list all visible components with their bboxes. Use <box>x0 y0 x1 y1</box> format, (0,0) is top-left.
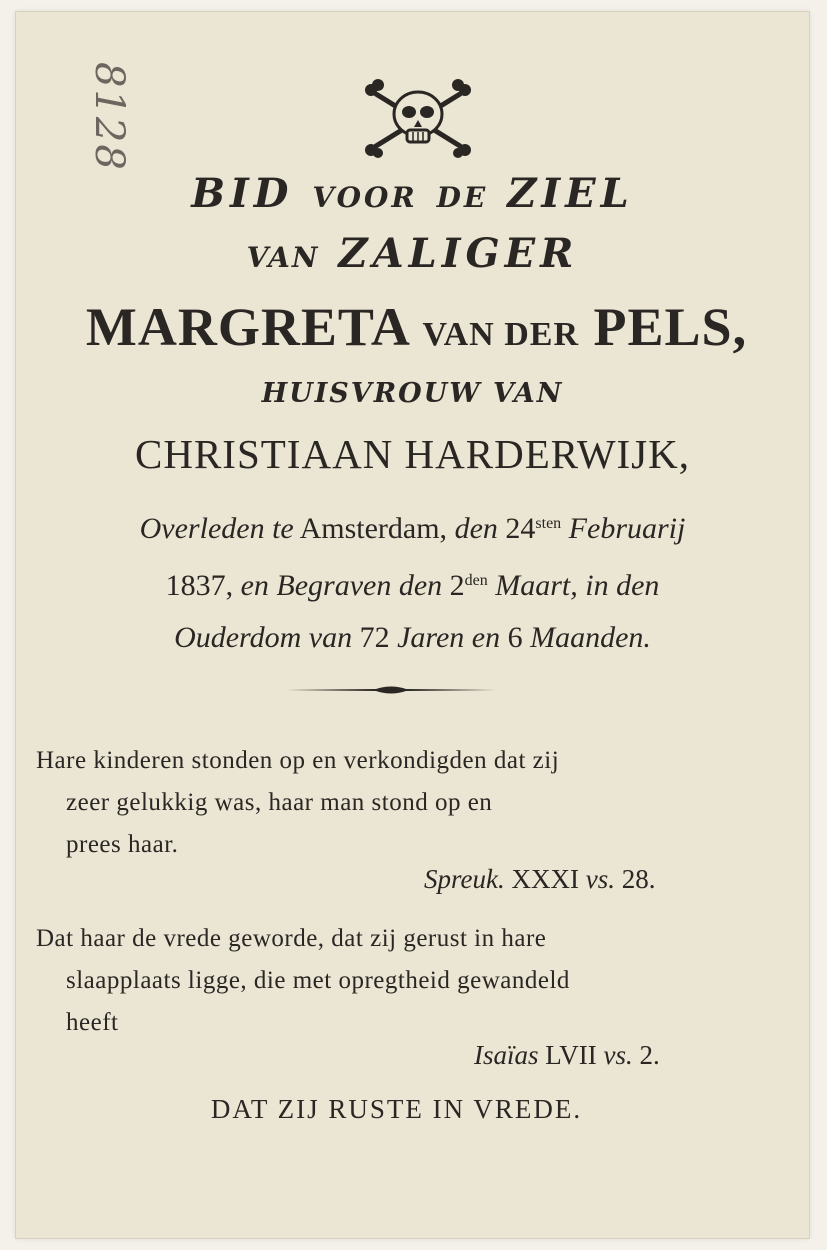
death-notice: Overleden te Amsterdam, den $24^{sten}$ Februarij 1837, en Begraven den $2^{den}$ Maart, in den Ouderdom van 72 Jaren en 6 Maanden. <box>139 512 686 654</box>
bible-verse-proverbs: Hare kinderen stonden op en verkondigden dat zij zeer gelukkig was, haar man stond op en prees haar. <box>36 747 560 858</box>
relation-label: HUISVROUW VAN <box>261 378 564 409</box>
closing-blessing: DAT ZIJ RUSTE IN VREDE. <box>210 1094 583 1124</box>
memorial-card <box>16 12 809 1238</box>
ornamental-divider <box>286 682 496 698</box>
husband-name: CHRISTIAAN HARDERWIJK, <box>135 431 690 477</box>
bible-verse-isaiah: Dat haar de vrede geworde, dat zij gerust in hare slaapplaats ligge, die met opregtheid gewandeld heeft <box>36 925 570 1036</box>
isaiah-citation: Isaïas LVII vs. 2. <box>474 1040 660 1070</box>
invocation-line-2: VAN ZALIGER <box>246 230 579 277</box>
proverbs-citation: Spreuk. XXXI vs. 28. <box>424 864 656 894</box>
svg-text:8128: 8128 <box>86 62 132 172</box>
invocation-line-1: BID VOOR DE ZIEL <box>191 170 634 217</box>
deceased-name: MARGRETA VAN DER PELS, <box>85 297 748 357</box>
skull-and-crossbones-icon <box>362 80 474 156</box>
